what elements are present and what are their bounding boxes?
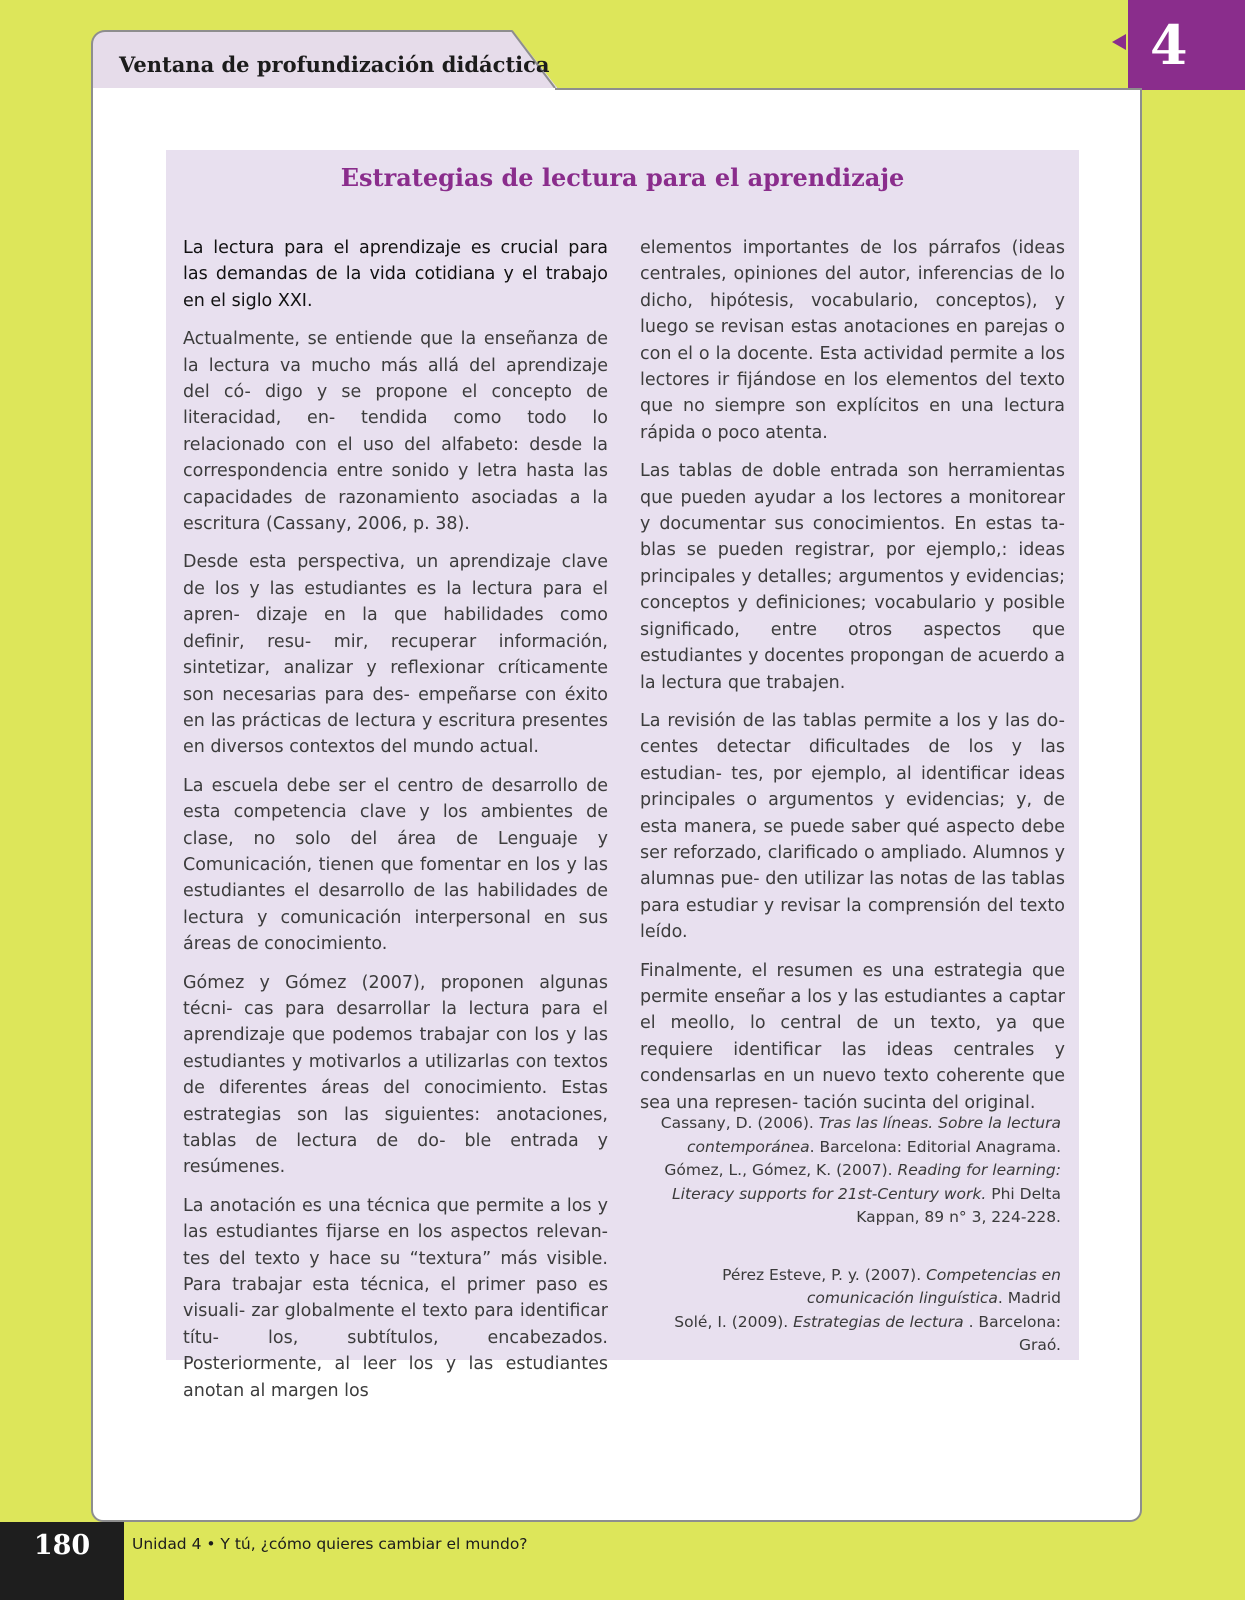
reference-cassany: Cassany, D. (2006). Tras las líneas. Sobre la lectura contemporánea. Barcelona: Editorial Anagrama. [660,1114,1061,1156]
section-title: Ventana de profundización didáctica [119,52,550,77]
paragraph: Las tablas de doble entrada son herramientas que pueden ayudar a los lectores a monitorear y documentar sus conocimientos. En estas ta- blas se pueden registrar, por ejemplo,: ideas principales y detalles; argumentos y evidencias; conceptos y definiciones; vocabulario y posible significado, entre otros aspectos que estudiantes y docentes propongan de acuerdo a la lectura que trabajen. [640,461,1065,693]
reference-sole: Solé, I. (2009). Estrategias de lectura . Barcelona: Graó. [674,1312,1061,1354]
references [640,1112,1061,1358]
page-number: 180 [33,1530,91,1561]
footer-unit-title: Unidad 4 • Y tú, ¿cómo quieres cambiar el mundo? [132,1535,528,1553]
paragraph: Finalmente, el resumen es una estrategia que permite enseñar a los y las estudiantes a captar el meollo, lo central de un texto, ya que requiere identificar las ideas centrales y condensarlas en un nuevo texto coherente que sea una represen- tación sucinta del original. [640,960,1065,1113]
paragraph: La anotación es una técnica que permite a los y las estudiantes fijarse en los aspectos relevan- tes del texto y hace su “textura” más visible. Para trabajar esta técnica, el primer paso es visuali- zar globalmente el texto para identificar títu- los, subtítulos, encabezados. Posteriormente, al leer los y las estudiantes anotan al margen los [183,1195,608,1401]
unit-badge-notch [1112,34,1126,50]
paragraph: elementos importantes de los párrafos (ideas centrales, opiniones del autor, inferencias de lo dicho, hipótesis, vocabulario, conceptos), y luego se revisan estas anotaciones en parejas o con el o la docente. Esta actividad permite a los lectores ir fijándose en los elementos del texto que no siempre son explícitos en una lectura rápida o poco atenta. [640,238,1065,443]
unit-number: 4 [1150,13,1188,77]
paragraph: Desde esta perspectiva, un aprendizaje clave de los y las estudiantes es la lectura para el apren- dizaje en la que habilidades como definir, resu- mir, recuperar información, sintetizar, analizar y reflexionar críticamente son necesarias para des- empeñarse con éxito en las prácticas de lectura y escritura presentes en diversos contextos del mundo actual. [183,552,608,758]
reference-gomez: Gómez, L., Gómez, K. (2007). Reading for learning: Literacy supports for 21st-Century work. Phi Delta Kappan, 89 n° 3, 224-228. [664,1161,1061,1226]
left-column [183,235,608,1416]
paragraph: Actualmente, se entiende que la enseñanza de la lectura va mucho más allá del aprendizaje del có- digo y se propone el concepto de literacidad, en- tendida como todo lo relacionado con el uso del alfabeto: desde la correspondencia entre sonido y letra hasta las capacidades de razonamiento asociadas a la escritura (Cassany, 2006, p. 38). [183,329,608,535]
page-top-border [555,88,1142,90]
box-title: Estrategias de lectura para el aprendizaje [340,163,905,192]
reference-perez: Pérez Esteve, P. y. (2007). Competencias en comunicación linguística. Madrid [722,1265,1061,1307]
paragraph: La escuela debe ser el centro de desarrollo de esta competencia clave y los ambientes de clase, no solo del área de Lenguaje y Comunicación, tienen que fomentar en los y las estudiantes el desarrollo de las habilidades de lectura y comunicación interpersonal en sus áreas de conocimiento. [183,775,608,955]
paragraph: La revisión de las tablas permite a los y las do- centes detectar dificultades de los y las estudian- tes, por ejemplo, al identificar ideas principales o argumentos y evidencias; y, de esta manera, se puede saber qué aspecto debe ser reforzado, clarificado o ampliado. Alumnos y alumnas pue- den utilizar las notas de las tablas para estudiar y revisar la comprensión del texto leído. [640,710,1065,943]
lead-paragraph: La lectura para el aprendizaje es crucial para las demandas de la vida cotidiana y el trabajo en el siglo XXI. [183,238,608,311]
paragraph: Gómez y Gómez (2007), proponen algunas técni- cas para desarrollar la lectura para el aprendizaje que podemos trabajar con los y las estudiantes y motivarlos a utilizarlas con textos de diferentes áreas del conocimiento. Estas estrategias son las siguientes: anotaciones, tablas de lectura de do- ble entrada y resúmenes. [183,972,608,1178]
right-column [640,235,1065,1128]
